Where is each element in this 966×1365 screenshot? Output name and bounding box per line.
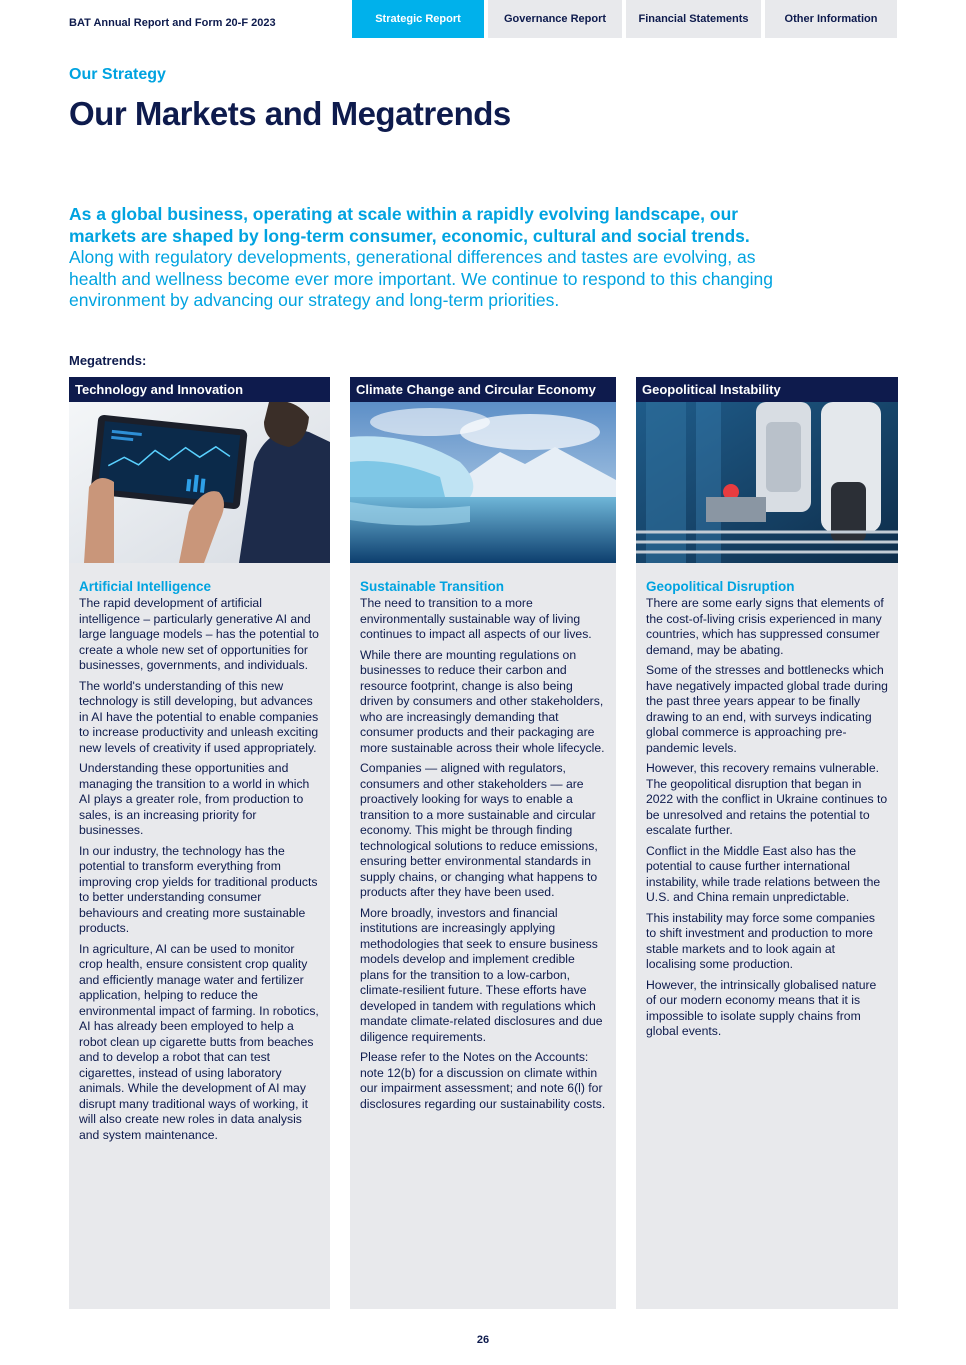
robotic-arm-image: [636, 402, 898, 563]
paragraph: The need to transition to a more environmentally sustainable way of living continues to impact all aspects of our lives.: [360, 596, 592, 641]
page-title: Our Markets and Megatrends: [69, 95, 511, 132]
paragraph: Some of the stresses and bottlenecks which have negatively impacted global trade during the past three years appear to be finally drawing to an end, with surveys indicating global commerce is approaching pre-pandemic levels.: [646, 663, 888, 755]
paragraph: The world's understanding of this new technology is still developing, but advances in AI have the potential to enable companies to increase productivity and unleash exciting new levels of creativity if used appropriately.: [79, 678, 319, 755]
intro-paragraph: [69, 204, 789, 312]
paragraph: Companies — aligned with regulators, consumers and other stakeholders — are proactively looking for ways to enable a transition to a more sustainable and circular economy. This might be through finding technological solutions to reduce emissions, ensuring better environmental standards in supply chains, or changing what happens to products after they have been used.: [360, 761, 598, 899]
tab-other-information[interactable]: Other Information: [765, 0, 897, 38]
column-header: Climate Change and Circular Economy: [350, 377, 616, 402]
paragraph: While there are mounting regulations on businesses to reduce their carbon and resource footprint, change is also being driven by consumers and other stakeholders, who are increasingly demanding that consumer products and their packaging are more sustainable across their whole lifecycle.: [360, 647, 605, 755]
column-subtitle: Geopolitical Disruption: [646, 579, 795, 594]
paragraph: There are some early signs that elements of the cost-of-living crisis experienced in many countries, which has suppressed consumer demand, may be abating.: [646, 596, 884, 657]
section-kicker: Our Strategy: [69, 66, 166, 83]
section-tabs: [352, 0, 897, 38]
megatrend-column-geopolitical: [636, 377, 898, 1309]
tab-strategic-report[interactable]: Strategic Report: [352, 0, 484, 38]
paragraph: However, the intrinsically globalised nature of our modern economy means that it is impossible to isolate supply chains from global events.: [646, 977, 877, 1038]
report-title: BAT Annual Report and Form 20-F 2023: [69, 17, 276, 29]
paragraph: In agriculture, AI can be used to monitor crop health, ensure consistent crop quality and efficiently manage water and fertilizer application, helping to reduce the environmental impact of farming. In robotics, AI has already been employed to help a robot clean up cigarette butts from beaches and to develop a robot that can test cigarettes, instead of using laboratory animals. While the development of AI may disrupt many traditional ways of working, it will also create new roles in data analysis and system maintenance.: [79, 941, 319, 1142]
megatrend-column-technology: [69, 377, 330, 1309]
column-header: Technology and Innovation: [69, 377, 330, 402]
paragraph: However, this recovery remains vulnerable. The geopolitical disruption that began in 2022 with the conflict in Ukraine continues to be unresolved and retains the potential to escalate further.: [646, 761, 888, 837]
column-subtitle: Sustainable Transition: [360, 579, 505, 594]
tab-governance-report[interactable]: Governance Report: [488, 0, 622, 38]
column-body: [69, 563, 330, 1143]
tablet-chart-image: [69, 402, 330, 563]
glacier-image: [350, 402, 616, 563]
paragraph: More broadly, investors and financial institutions are increasingly applying methodologies that seek to ensure business models develop and implement credible plans for the transition to a low-carbon, climate-resilient future. These efforts have developed in tandem with regulations which mandate climate-related disclosures and due diligence requirements.: [360, 905, 603, 1044]
paragraph: Understanding these opportunities and managing the transition to a world in which AI plays a greater role, from production to sales, is an increasing priority for businesses.: [79, 761, 310, 837]
paragraph: The rapid development of artificial intelligence – particularly generative AI and large language models – has the potential to create a whole new set of opportunities for businesses, governments, and individuals.: [79, 596, 319, 672]
intro-bold: As a global business, operating at scale within a rapidly evolving landscape, our markets are shaped by long-term consumer, economic, cultural and social trends.: [69, 204, 750, 246]
paragraph: Conflict in the Middle East also has the potential to cause further international instability, while trade relations between the U.S. and China remain unpredictable.: [646, 843, 881, 904]
column-header: Geopolitical Instability: [636, 377, 898, 402]
paragraph: In our industry, the technology has the potential to transform everything from improving crop yields for traditional products to better understanding consumer behaviours and creating more sustainable products.: [79, 843, 318, 935]
megatrend-column-climate: [350, 377, 616, 1309]
intro-regular: Along with regulatory developments, generational differences and tastes are evolving, as health and wellness become ever more important. We continue to respond to this changing environment by advancing our strategy and long-term priorities.: [69, 247, 773, 311]
page-number: 26: [476, 1334, 490, 1346]
column-body: [350, 563, 616, 1112]
megatrends-label: Megatrends:: [69, 353, 147, 368]
paragraph: This instability may force some companies to shift investment and production to more stable markets and to look again at localising some production.: [646, 910, 875, 971]
column-subtitle: Artificial Intelligence: [79, 579, 212, 594]
paragraph: Please refer to the Notes on the Accounts: note 12(b) for a discussion on climate within our impairment assessment; and note 6(l) for disclosures regarding our sustainability costs.: [360, 1050, 606, 1111]
column-body: [636, 563, 898, 1040]
tab-financial-statements[interactable]: Financial Statements: [626, 0, 761, 38]
